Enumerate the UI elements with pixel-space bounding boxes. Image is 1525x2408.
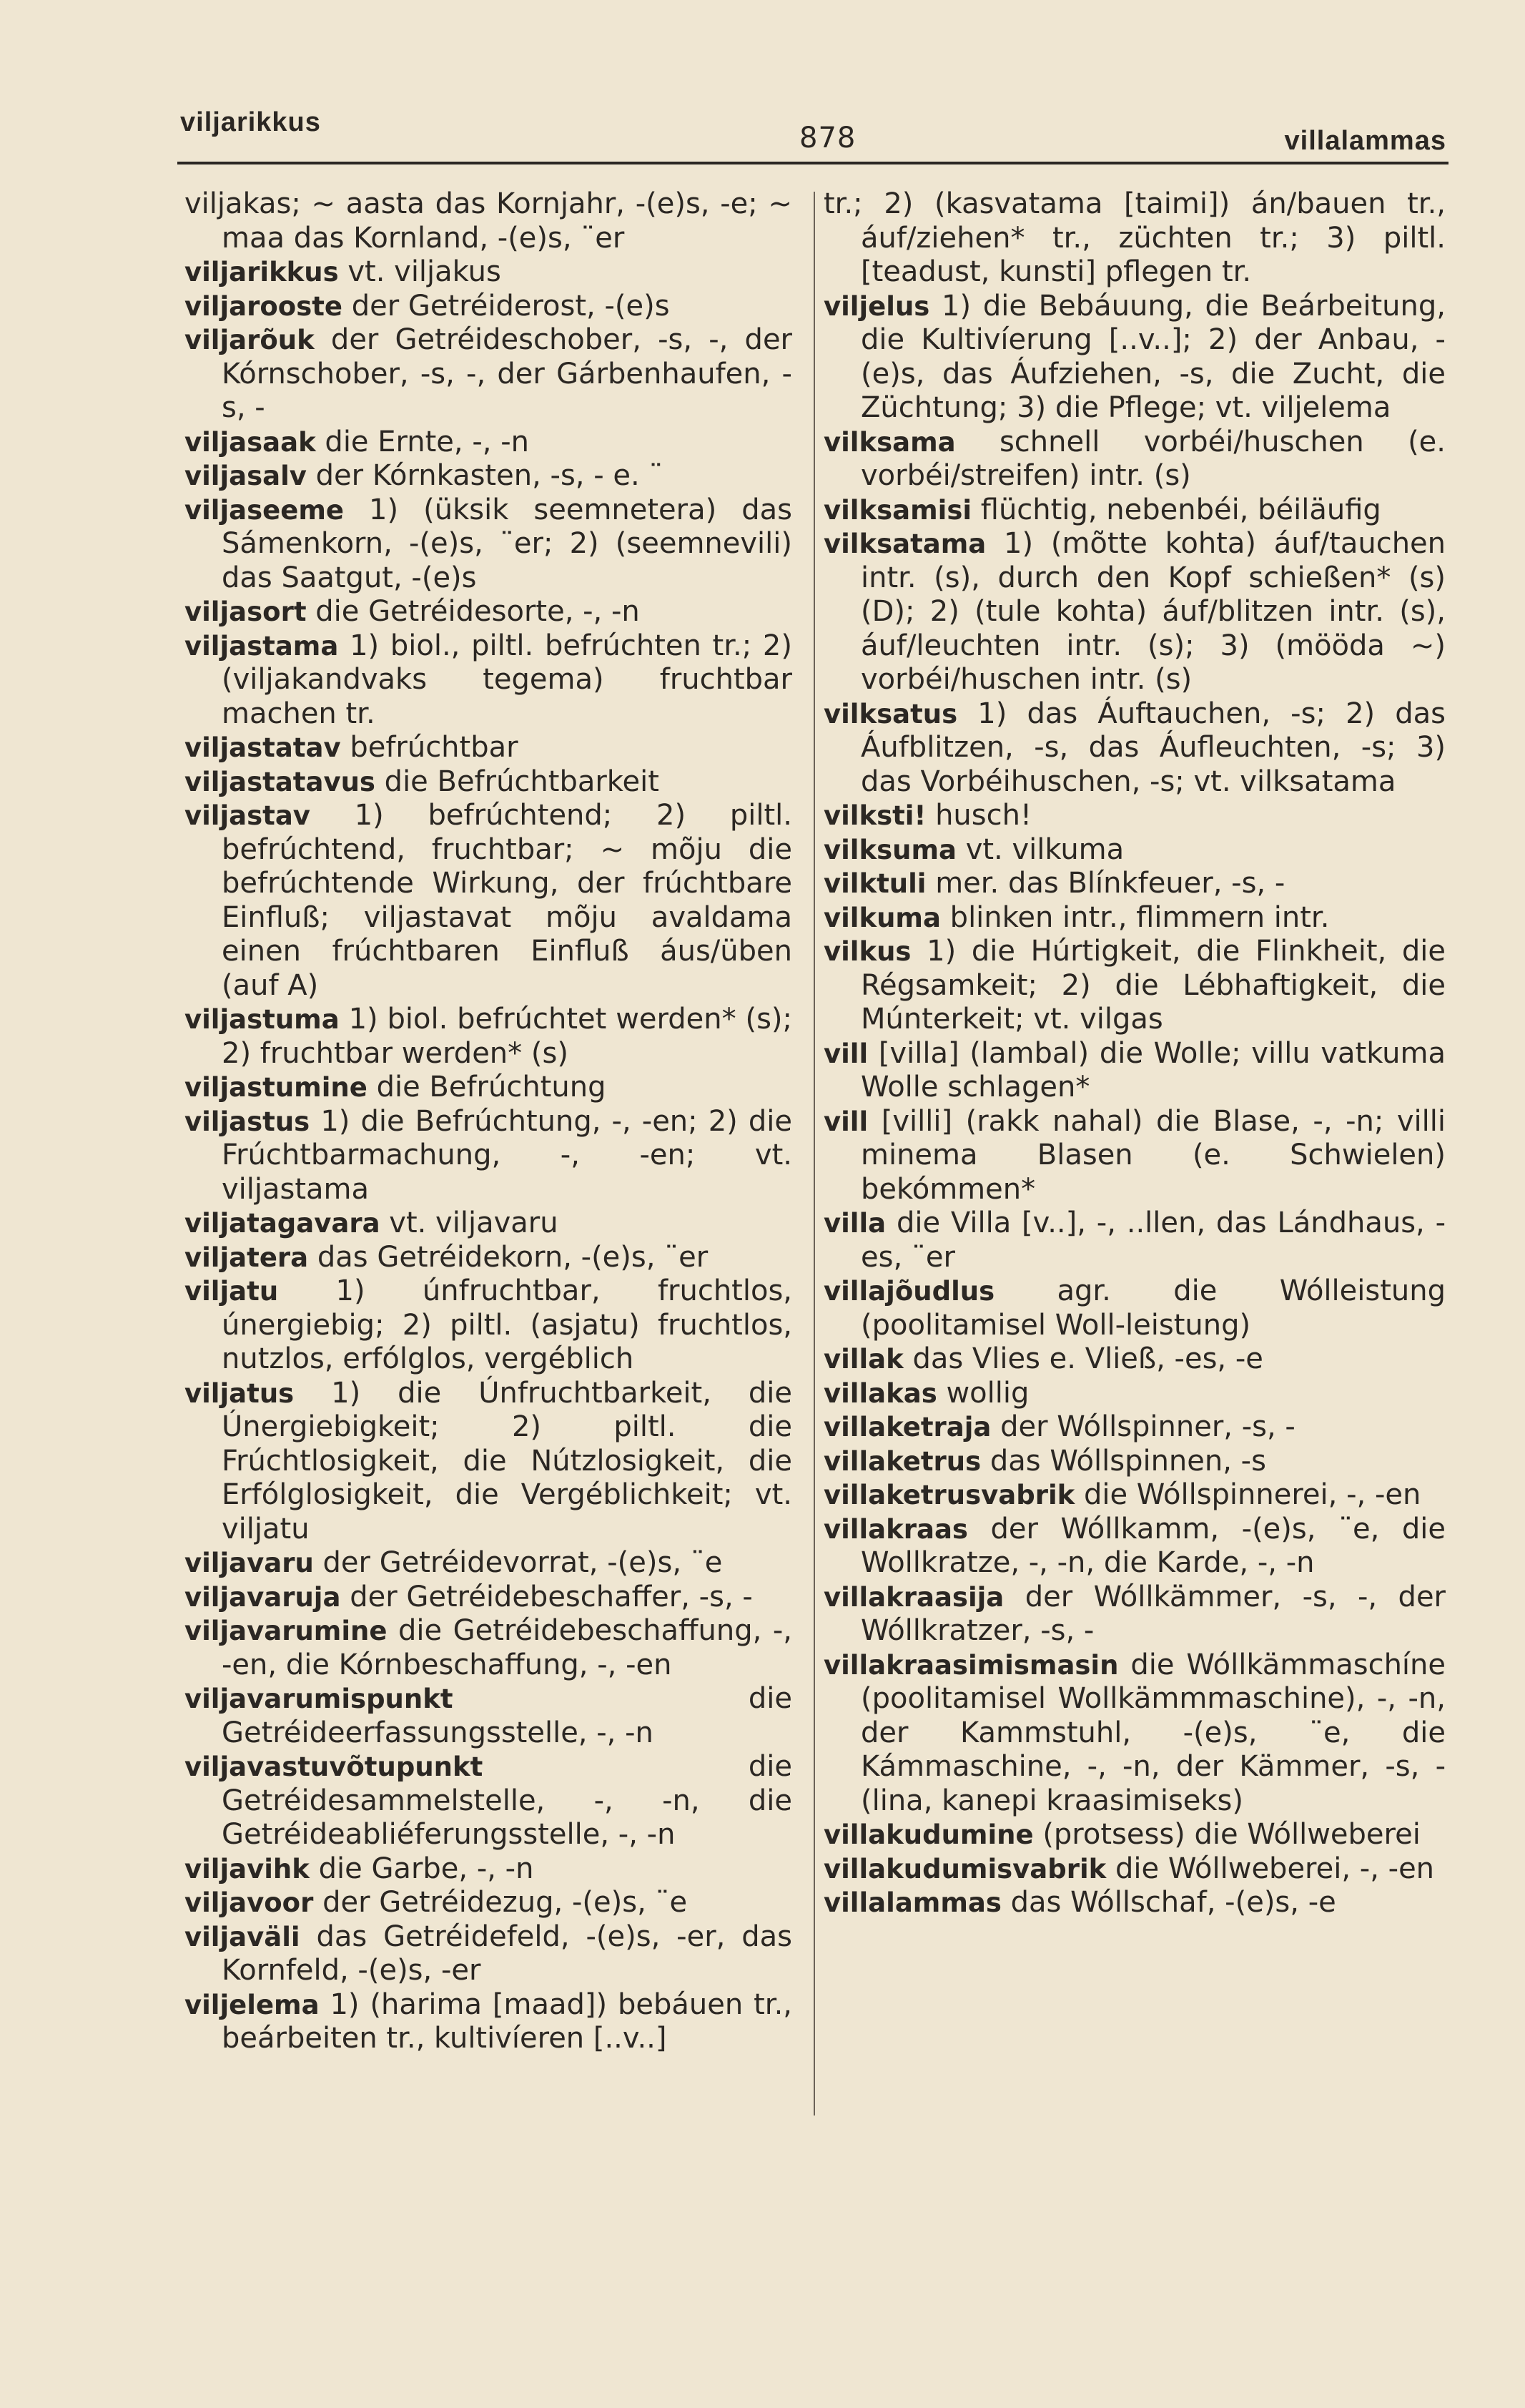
dictionary-entry xyxy=(184,1614,792,1682)
dictionary-entry xyxy=(824,1818,1446,1852)
entry-definition: 1) (mõtte kohta) áuf/tauchen intr. (s), durch den Kopf schießen* (s) (D); 2) (tule kohta) áuf/blitzen intr. (s), áuf/leuchten intr. (s); 3) (mööda ~) vorbéi/huschen intr. (s) xyxy=(861,527,1446,696)
entry-definition: 1) únfruchtbar, fruchtlos, únergiebig; 2) piltl. (asjatu) fruchtlos, nutzlos, erfólglos, vergéblich xyxy=(222,1274,793,1375)
dictionary-entry xyxy=(824,493,1446,528)
entry-headword: villalammas xyxy=(824,1887,1002,1918)
dictionary-entry xyxy=(184,1207,792,1241)
entry-definition: [villa] (lambal) die Wolle; villu vatkuma Wolle schlagen* xyxy=(861,1036,1446,1104)
dictionary-entry xyxy=(184,459,792,493)
entry-headword: viljastatav xyxy=(184,732,341,763)
entry-definition: die Befrúchtung xyxy=(376,1071,606,1104)
dictionary-entry xyxy=(184,1581,792,1615)
dictionary-entry xyxy=(824,1648,1446,1819)
entry-definition: vt. viljakus xyxy=(347,255,501,288)
entry-definition: der Kórnkasten, -s, - e. ¨ xyxy=(315,459,663,492)
column-divider xyxy=(814,192,815,2115)
dictionary-entry xyxy=(824,1852,1446,1887)
entry-headword: vilkus xyxy=(824,936,912,967)
entry-definition: die Getréidesammelstelle, -, -n, die Getréideabliéferungsstelle, -, -n xyxy=(222,1750,792,1851)
dictionary-entry xyxy=(184,1274,792,1377)
entry-definition: der Getréidevorrat, -(e)s, ¨e xyxy=(322,1546,723,1579)
entry-definition: agr. die Wólleistung (poolitamisel Woll-leistung) xyxy=(861,1274,1446,1342)
dictionary-entry xyxy=(824,867,1446,901)
entry-headword: vilksuma xyxy=(824,834,957,865)
entry-headword: viljelus xyxy=(824,290,930,322)
dictionary-entry xyxy=(824,426,1446,493)
entry-headword: viljaväli xyxy=(184,1921,300,1952)
entry-headword: villaketrus xyxy=(824,1445,982,1477)
entry-headword: vilkuma xyxy=(824,902,941,933)
entry-definition: die Wóllkämmaschíne (poolitamisel Wollkämmmaschine), -, -n, der Kammstuhl, -(e)s, ¨e, die Kámmaschine, -, -n, der Kämmer, -s, - (lina, kanepi kraasimiseks) xyxy=(861,1648,1446,1817)
dictionary-entry xyxy=(824,187,1446,290)
entry-definition: das Getréidekorn, -(e)s, ¨er xyxy=(317,1240,709,1274)
dictionary-entry xyxy=(824,1207,1446,1274)
entry-definition: die Ernte, -, -n xyxy=(325,425,529,458)
entry-headword: villakudumine xyxy=(824,1819,1034,1850)
entry-headword: viljavihk xyxy=(184,1853,310,1884)
entry-headword: viljastav xyxy=(184,800,310,831)
entry-headword: vilktuli xyxy=(824,868,927,899)
entry-definition: 1) (harima [maad]) bebáuen tr., beárbeiten tr., kultivíeren [..v..] xyxy=(222,1987,792,2055)
entry-definition: [villi] (rakk nahal) die Blase, -, -n; villi minema Blasen (e. Schwielen) bekómmen* xyxy=(861,1104,1446,1206)
entry-definition: das Getréidefeld, -(e)s, -er, das Kornfeld, -(e)s, -er xyxy=(222,1920,793,1987)
entry-headword: villaketraja xyxy=(824,1412,992,1443)
dictionary-entry xyxy=(824,1445,1446,1479)
entry-definition: die Getréideerfassungsstelle, -, -n xyxy=(222,1682,792,1749)
dictionary-entry xyxy=(824,1513,1446,1581)
dictionary-entry xyxy=(184,1682,792,1750)
dictionary-entry xyxy=(184,731,792,765)
entry-definition: das Vlies e. Vließ, -es, -e xyxy=(912,1342,1263,1375)
entry-headword: viljarõuk xyxy=(184,325,315,355)
entry-headword: vilksama xyxy=(824,426,956,458)
entry-headword: vilksamisi xyxy=(824,494,972,526)
dictionary-entry xyxy=(184,799,792,1003)
entry-definition: 1) befrúchtend; 2) piltl. befrúchtend, fruchtbar; ~ mõju die befrúchtende Wirkung, der frúchtbare Einfluß; viljastavat mõju avaldama einen frúchtbaren Einfluß áus/üben (auf A) xyxy=(222,799,792,1002)
entry-headword: viljastuma xyxy=(184,1004,340,1035)
running-head-left: viljarikkus xyxy=(180,107,321,137)
entry-definition: die Befrúchtbarkeit xyxy=(384,765,659,798)
dictionary-entry xyxy=(184,1105,792,1207)
entry-headword: viljasaak xyxy=(184,426,316,458)
dictionary-entry xyxy=(184,1071,792,1105)
header-rule xyxy=(177,162,1448,164)
entry-definition: 1) das Áuftauchen, -s; 2) das Áufblitzen, -s, das Áufleuchten, -s; 3) das Vorbéihuschen, -s; vt. vilksatama xyxy=(861,697,1446,798)
entry-definition: vt. viljavaru xyxy=(389,1207,558,1239)
dictionary-entry xyxy=(184,1546,792,1581)
entry-headword: viljasort xyxy=(184,596,307,627)
dictionary-entry xyxy=(184,595,792,629)
entry-headword: viljastus xyxy=(184,1106,310,1137)
entry-definition: flüchtig, nebenbéi, béiläufig xyxy=(980,493,1381,526)
entry-headword: villakraasimismasin xyxy=(824,1649,1119,1681)
dictionary-entry xyxy=(184,1988,792,2056)
entry-definition: der Wóllspinner, -s, - xyxy=(1000,1410,1295,1443)
entry-definition: viljakas; ~ aasta das Kornjahr, -(e)s, -e; ~ maa das Kornland, -(e)s, ¨er xyxy=(184,187,792,255)
entry-headword: viljatagavara xyxy=(184,1208,380,1239)
entry-definition: die Getréidebeschaffung, -, -en, die Kórnbeschaffung, -, -en xyxy=(222,1614,792,1681)
left-column xyxy=(184,187,792,2056)
dictionary-entry xyxy=(184,629,792,732)
dictionary-entry xyxy=(824,1410,1446,1445)
entry-definition: befrúchtbar xyxy=(350,731,518,764)
entry-headword: viljastumine xyxy=(184,1072,367,1103)
entry-definition: das Wóllschaf, -(e)s, -e xyxy=(1010,1886,1336,1919)
dictionary-entry xyxy=(184,426,792,460)
dictionary-entry xyxy=(824,1342,1446,1377)
dictionary-entry xyxy=(824,697,1446,800)
entry-headword: vilksatus xyxy=(824,698,958,729)
dictionary-entry xyxy=(184,290,792,324)
entry-definition: die Wóllspinnerei, -, -en xyxy=(1083,1478,1421,1511)
entry-definition: blinken intr., flimmern intr. xyxy=(949,900,1330,934)
dictionary-entry xyxy=(184,1886,792,1920)
entry-headword: viljavarumispunkt xyxy=(184,1684,453,1714)
entry-headword: viljastama xyxy=(184,630,339,662)
entry-definition: 1) die Bebáuung, die Beárbeitung, die Kultivíerung [..v..]; 2) der Anbau, -(e)s, das Áufziehen, -s, die Zucht, die Züchtung; 3) die Pflege; vt. viljelema xyxy=(861,289,1446,424)
entry-definition: der Wóllkämmer, -s, -, der Wóllkratzer, -s, - xyxy=(861,1580,1446,1647)
dictionary-entry xyxy=(824,799,1446,833)
entry-headword: villakas xyxy=(824,1377,937,1409)
dictionary-entry xyxy=(824,1377,1446,1411)
entry-headword: viljatu xyxy=(184,1276,279,1307)
dictionary-entry xyxy=(824,290,1446,426)
entry-definition: 1) die Befrúchtung, -, -en; 2) die Frúchtbarmachung, -, -en; vt. viljastama xyxy=(222,1104,792,1206)
entry-definition: die Wóllweberei, -, -en xyxy=(1115,1852,1435,1885)
entry-headword: vilksatama xyxy=(824,529,987,559)
entry-headword: viljelema xyxy=(184,1989,320,2020)
entry-definition: die Garbe, -, -n xyxy=(318,1852,534,1885)
entry-definition: der Getréiderost, -(e)s xyxy=(351,289,670,323)
right-column xyxy=(824,187,1446,1920)
dictionary-entry xyxy=(184,187,792,255)
dictionary-entry xyxy=(184,1003,792,1071)
dictionary-entry xyxy=(824,833,1446,868)
entry-headword: viljavastuvõtupunkt xyxy=(184,1751,483,1782)
entry-headword: villa xyxy=(824,1208,887,1239)
entry-definition: wollig xyxy=(946,1376,1030,1410)
dictionary-entry xyxy=(184,493,792,596)
entry-headword: vill xyxy=(824,1038,869,1069)
entry-definition: die Getréidesorte, -, -n xyxy=(315,595,640,628)
entry-headword: viljatera xyxy=(184,1242,309,1273)
entry-definition: 1) biol., piltl. befrúchten tr.; 2) (viljakandvaks tegema) fruchtbar machen tr. xyxy=(222,629,792,730)
entry-headword: viljatus xyxy=(184,1377,295,1409)
entry-headword: viljaseeme xyxy=(184,494,344,526)
entry-headword: viljasalv xyxy=(184,461,307,491)
entry-definition: der Getréideschober, -s, -, der Kórnschober, -s, -, der Gárbenhaufen, -s, - xyxy=(222,323,793,424)
entry-headword: villak xyxy=(824,1344,904,1375)
dictionary-entry xyxy=(184,1852,792,1887)
entry-headword: viljavaruja xyxy=(184,1581,341,1613)
entry-headword: vilksti! xyxy=(824,800,927,831)
dictionary-entry xyxy=(824,1581,1446,1648)
dictionary-entry xyxy=(184,1920,792,1988)
entry-definition: die Villa [v..], -, ..llen, das Lándhaus, -es, ¨er xyxy=(861,1207,1446,1274)
entry-headword: viljavarumine xyxy=(184,1616,388,1646)
entry-headword: viljarooste xyxy=(184,290,343,322)
dictionary-entry xyxy=(824,1478,1446,1513)
entry-definition: schnell vorbéi/huschen (e. vorbéi/streifen) intr. (s) xyxy=(861,425,1446,492)
entry-headword: viljarikkus xyxy=(184,257,339,288)
entry-headword: villaketrusvabrik xyxy=(824,1480,1075,1510)
entry-definition: der Getréidebeschaffer, -s, - xyxy=(350,1580,753,1613)
dictionary-entry xyxy=(824,935,1446,1037)
dictionary-entry xyxy=(184,1241,792,1275)
dictionary-entry xyxy=(184,255,792,290)
entry-definition: tr.; 2) (kasvatama [taimi]) án/bauen tr., áuf/ziehen* tr., züchten tr.; 3) piltl. [teadust, kunsti] pflegen tr. xyxy=(824,187,1446,288)
entry-headword: villakraasija xyxy=(824,1581,1005,1613)
dictionary-entry xyxy=(824,1274,1446,1342)
entry-headword: villakudumisvabrik xyxy=(824,1853,1107,1884)
dictionary-entry xyxy=(184,323,792,426)
entry-definition: 1) die Únfruchtbarkeit, die Únergiebigkeit; 2) piltl. die Frúchtlosigkeit, die Nútzlosigkeit, die Erfólglosigkeit, die Vergéblichkeit; vt. viljatu xyxy=(222,1376,792,1545)
dictionary-entry xyxy=(824,1886,1446,1920)
entry-headword: villakraas xyxy=(824,1513,968,1545)
entry-definition: der Getréidezug, -(e)s, ¨e xyxy=(322,1886,688,1919)
entry-definition: 1) biol. befrúchtet werden* (s); 2) fruchtbar werden* (s) xyxy=(222,1003,792,1070)
entry-headword: villajõudlus xyxy=(824,1276,995,1307)
entry-definition: husch! xyxy=(935,799,1032,832)
entry-headword: viljavoor xyxy=(184,1887,314,1918)
dictionary-entry xyxy=(184,1377,792,1547)
entry-headword: viljastatavus xyxy=(184,766,375,797)
entry-definition: 1) die Húrtigkeit, die Flinkheit, die Régsamkeit; 2) die Lébhaftigkeit, die Múnterkeit; vt. vilgas xyxy=(861,935,1446,1036)
entry-definition: der Wóllkamm, -(e)s, ¨e, die Wollkratze, -, -n, die Karde, -, -n xyxy=(861,1512,1446,1579)
entry-definition: 1) (üksik seemnetera) das Sámenkorn, -(e)s, ¨er; 2) (seemnevili) das Saatgut, -(e)s xyxy=(222,493,792,594)
entry-headword: vill xyxy=(824,1106,869,1137)
entry-definition: vt. vilkuma xyxy=(965,832,1125,866)
page-number: 878 xyxy=(799,122,857,154)
running-head-right: villalammas xyxy=(1284,126,1446,156)
entry-definition: mer. das Blínkfeuer, -s, - xyxy=(935,867,1285,900)
dictionary-entry xyxy=(824,527,1446,697)
dictionary-entry xyxy=(824,1037,1446,1105)
dictionary-entry xyxy=(824,901,1446,935)
dictionary-entry xyxy=(184,765,792,800)
entry-headword: viljavaru xyxy=(184,1548,314,1578)
dictionary-entry xyxy=(184,1750,792,1852)
dictionary-entry xyxy=(824,1105,1446,1207)
entry-definition: das Wóllspinnen, -s xyxy=(989,1444,1266,1478)
entry-definition: (protsess) die Wóllweberei xyxy=(1042,1818,1421,1851)
